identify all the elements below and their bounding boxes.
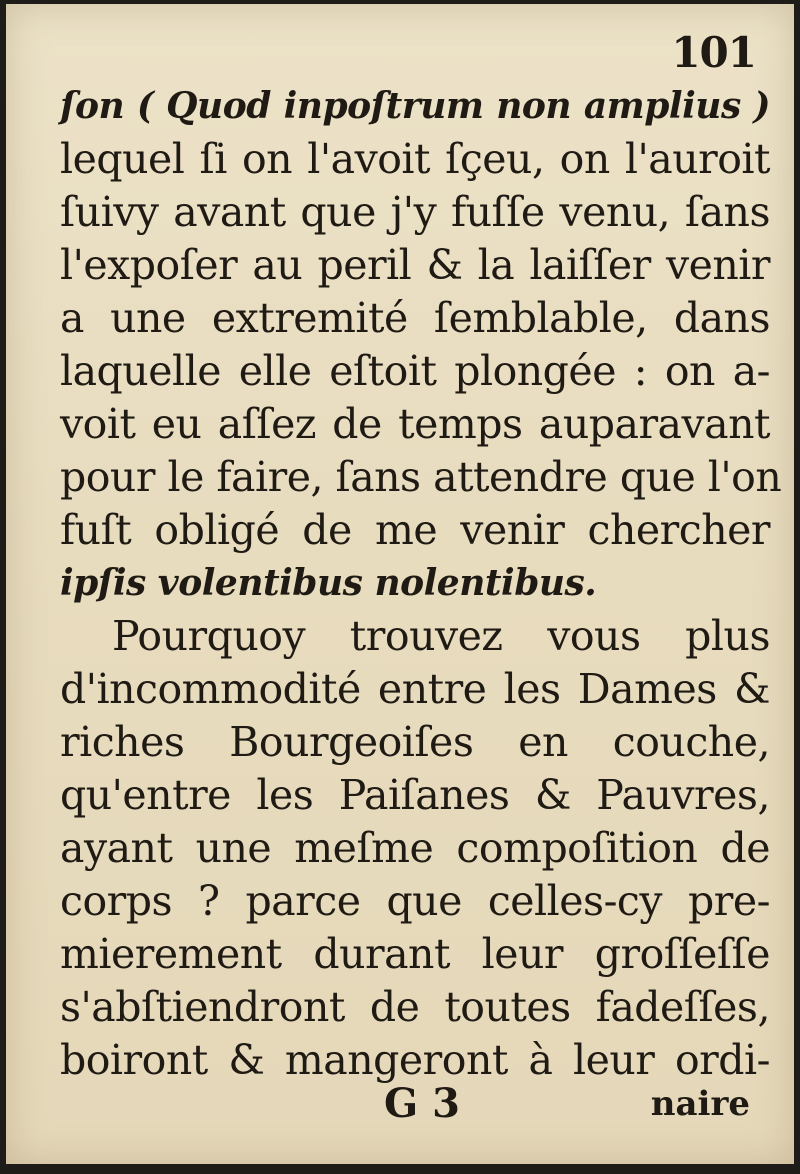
text-line: l'expoſer au peril & la laiſſer venir bbox=[60, 241, 770, 289]
text-line: ſon ( Quod inpoſtrum non amplius ) bbox=[60, 85, 770, 127]
text-line: fuſt obligé de me venir chercher bbox=[60, 506, 770, 554]
text-line: ayant une meſme compoſition de bbox=[60, 824, 770, 872]
text-line: a une extremité ſemblable, dans bbox=[60, 294, 770, 342]
text-line: laquelle elle eſtoit plongée : on a- bbox=[60, 347, 770, 395]
text-line: voit eu aſſez de temps auparavant bbox=[60, 400, 770, 448]
signature-mark: G 3 bbox=[384, 1080, 460, 1127]
text-line: d'incommodité entre les Dames & bbox=[60, 665, 770, 713]
text-line: ipſis volentibus nolentibus. bbox=[60, 562, 597, 604]
page-footer bbox=[6, 1074, 794, 1134]
catchword: naire bbox=[650, 1084, 750, 1124]
text-line: qu'entre les Paiſanes & Pauvres, bbox=[60, 771, 770, 819]
text-line: boiront & mangeront à leur ordi- bbox=[60, 1036, 770, 1084]
text-line: s'abſtiendront de toutes fadeſſes, bbox=[60, 983, 770, 1031]
text-line: pour le faire, ſans attendre que l'on bbox=[60, 453, 782, 501]
text-line: Pourquoy trouvez vous plus bbox=[112, 612, 770, 660]
text-line: ſuivy avant que j'y fuſſe venu, ſans bbox=[60, 188, 770, 236]
book-page bbox=[6, 4, 794, 1164]
text-line: riches Bourgeoiſes en couche, bbox=[60, 718, 770, 766]
text-line: corps ? parce que celles-cy pre- bbox=[60, 877, 770, 925]
body-text bbox=[60, 80, 782, 1087]
page-number: 101 bbox=[671, 28, 756, 77]
text-line: mierement durant leur groſſeſſe bbox=[60, 930, 770, 978]
text-line: lequel ſi on l'avoit ſçeu, on l'auroit bbox=[60, 135, 770, 183]
